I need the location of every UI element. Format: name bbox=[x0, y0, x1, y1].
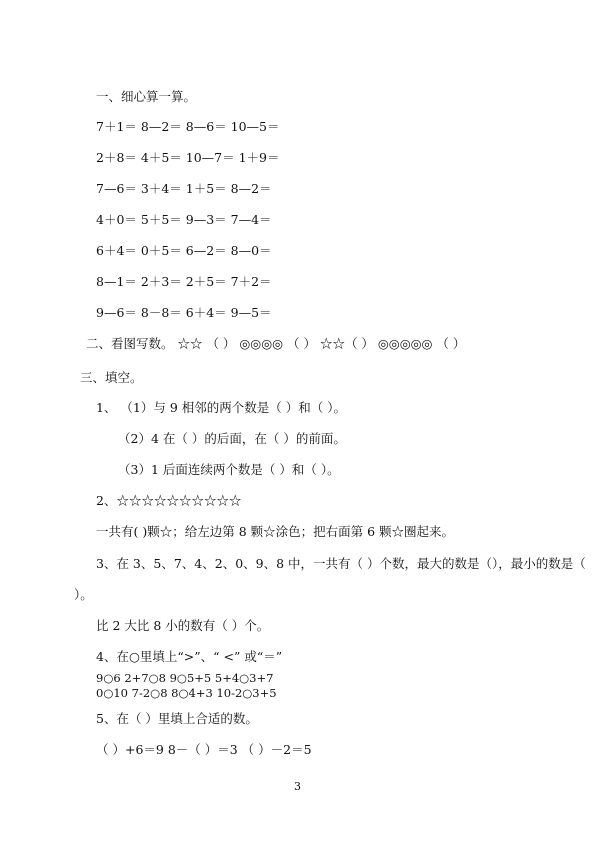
section3-heading: 三、填空。 bbox=[80, 370, 143, 385]
calc-row-5: 6＋4＝ 0＋5＝ 6—2＝ 8—0＝ bbox=[96, 243, 272, 258]
calc-row-3: 7—6＝ 3＋4＝ 1＋5＝ 8—2＝ bbox=[96, 181, 272, 196]
question-1a: 1、 （1）与 9 相邻的两个数是（ ）和（ ）。 bbox=[96, 400, 346, 415]
question-5: 5、在（ ）里填上合适的数。 bbox=[96, 711, 258, 726]
question-1b: （2）4 在（ ）的后面，在（ ）的前面。 bbox=[118, 431, 346, 446]
section2-line: 二、看图写数。 ☆☆ （ ） ◎◎◎◎ （ ） ☆☆（ ） ◎◎◎◎◎ （ ） bbox=[86, 336, 466, 351]
calc-row-7: 9—6＝ 8－8＝ 6＋4＝ 9—5＝ bbox=[96, 305, 272, 320]
question-1c: （3）1 后面连续两个数是（ ）和（ ）。 bbox=[118, 462, 340, 477]
calc-row-2: 2＋8＝ 4＋5＝ 10—7＝ 1＋9＝ bbox=[96, 150, 280, 165]
question-3-sub: 比 2 大比 8 小的数有（ ）个。 bbox=[96, 618, 270, 633]
calc-row-6: 8—1＝ 2＋3＝ 2＋5＝ 7＋2＝ bbox=[96, 274, 272, 289]
question-3-end: ）。 bbox=[74, 587, 93, 602]
section1-heading: 一、细心算一算。 bbox=[96, 89, 197, 104]
question-4: 4、在○里填上“>”、“ <” 或“＝” bbox=[96, 649, 283, 664]
question-5-row: （ ）+6＝9 8－（ ）＝3 （ ）－2＝5 bbox=[96, 742, 312, 757]
calc-row-1: 7＋1＝ 8—2＝ 8—6＝ 10—5＝ bbox=[96, 119, 280, 134]
question-2-text: 一共有( )颗☆；给左边第 8 颗☆涂色；把右面第 6 颗☆圈起来。 bbox=[96, 524, 455, 539]
question-4-row-1: 9○6 2+7○8 9○5+5 5+4○3+7 bbox=[96, 671, 274, 685]
question-3: 3、在 3、5、7、4、2、0、9、8 中，一共有（ ）个数，最大的数是（），最小的数是（ bbox=[96, 556, 586, 571]
calc-row-4: 4＋0＝ 5＋5＝ 9—3＝ 7—4＝ bbox=[96, 212, 272, 227]
page-number: 3 bbox=[294, 780, 301, 793]
question-4-row-2: 0○10 7-2○8 8○4+3 10-2○3+5 bbox=[96, 686, 277, 700]
question-2: 2、☆☆☆☆☆☆☆☆☆☆ bbox=[96, 493, 242, 508]
